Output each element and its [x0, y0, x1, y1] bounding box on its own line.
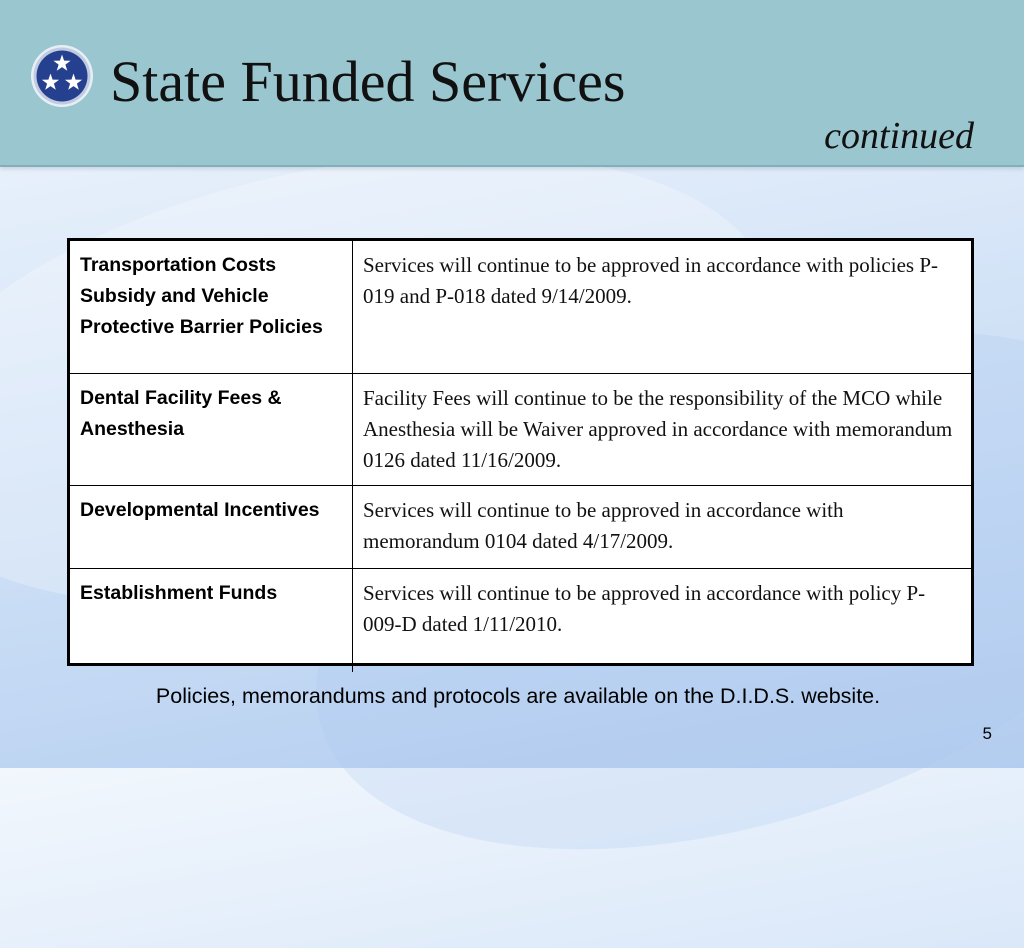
footnote: Policies, memorandums and protocols are available on the D.I.D.S. website. — [155, 684, 881, 708]
table-row — [70, 241, 971, 373]
page-number: 5 — [982, 724, 992, 743]
slide-subtitle: continued — [824, 115, 974, 157]
service-description: Services will continue to be approved in accordance with policies P-019 and P-018 dated 9/14/2009. — [353, 241, 972, 373]
title-banner — [0, 0, 1024, 167]
slide-title: State Funded Services — [110, 49, 626, 114]
services-table — [67, 238, 974, 666]
table-row — [70, 568, 971, 672]
service-description: Facility Fees will continue to be the responsibility of the MCO while Anesthesia will be Waiver approved in accordance with memorandum 0126 dated 11/16/2009. — [353, 373, 972, 485]
service-name: Transportation Costs Subsidy and Vehicle Protective Barrier Policies — [70, 241, 353, 373]
service-description: Services will continue to be approved in accordance with policy P-009-D dated 1/11/2010. — [353, 568, 972, 672]
tennessee-tristar-icon — [30, 44, 94, 108]
service-description: Services will continue to be approved in accordance with memorandum 0104 dated 4/17/2009. — [353, 485, 972, 568]
table-row — [70, 373, 971, 485]
table-row — [70, 485, 971, 568]
service-name: Dental Facility Fees & Anesthesia — [70, 373, 353, 485]
service-name: Developmental Incentives — [70, 485, 353, 568]
service-name: Establishment Funds — [70, 568, 353, 672]
